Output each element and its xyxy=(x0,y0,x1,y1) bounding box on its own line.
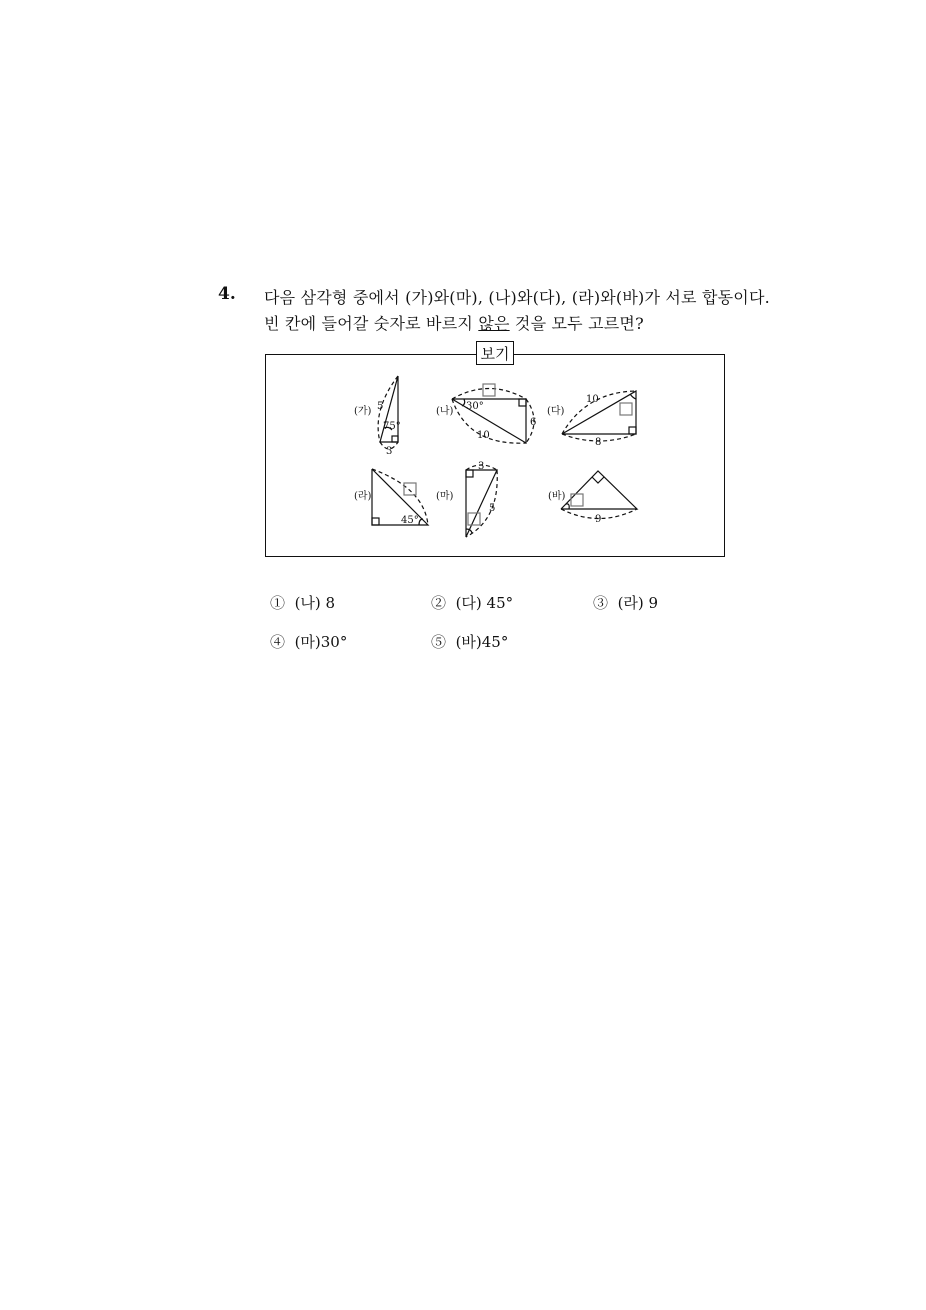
choice-4[interactable] xyxy=(270,631,347,652)
choice-text: (다) 45° xyxy=(455,594,514,612)
underlined-keyword: 않은 xyxy=(478,314,510,333)
figure-label: (가) xyxy=(354,406,372,417)
question-text-part: 것을 모두 고르면? xyxy=(509,314,644,333)
triangle-ga xyxy=(378,376,398,449)
choice-mark: ⑤ xyxy=(431,633,447,651)
choice-text: (마)30° xyxy=(294,633,348,651)
triangle-ma xyxy=(466,465,497,537)
figure-label: (나) xyxy=(436,406,454,417)
side-label: 6 xyxy=(530,417,537,428)
angle-label: 75° xyxy=(383,421,401,432)
choice-1[interactable] xyxy=(270,592,335,613)
side-label: 5 xyxy=(377,401,384,412)
figure-label: (라) xyxy=(354,491,372,502)
side-label: 5 xyxy=(489,503,496,514)
figure-label: (다) xyxy=(547,406,565,417)
choice-text: (바)45° xyxy=(455,633,509,651)
choice-mark: ④ xyxy=(270,633,286,651)
side-label: 3 xyxy=(386,446,393,457)
choice-text: (라) 9 xyxy=(617,594,659,612)
angle-label: 30° xyxy=(466,401,484,412)
side-label: 10 xyxy=(586,394,599,405)
side-label: 3 xyxy=(478,461,485,472)
figure-label: (바) xyxy=(548,491,566,502)
choice-5[interactable] xyxy=(431,631,508,652)
triangle-ba xyxy=(561,471,637,519)
question-text-line-1: 다음 삼각형 중에서 (가)와(마), (나)와(다), (라)와(바)가 서로 합동이다. xyxy=(264,288,770,307)
triangle-na xyxy=(452,384,537,443)
triangle-ra xyxy=(372,469,428,525)
example-box-title: 보기 xyxy=(476,341,514,365)
side-label: 9 xyxy=(595,514,602,525)
triangle-da xyxy=(562,391,636,441)
choice-mark: ③ xyxy=(593,594,609,612)
choice-2[interactable] xyxy=(431,592,513,613)
figure-label: (마) xyxy=(436,491,454,502)
choice-text: (나) 8 xyxy=(294,594,336,612)
choice-3[interactable] xyxy=(593,592,658,613)
side-label: 10 xyxy=(477,430,490,441)
choice-mark: ① xyxy=(270,594,286,612)
choice-mark: ② xyxy=(431,594,447,612)
side-label: 8 xyxy=(595,437,602,448)
angle-label: 45° xyxy=(401,515,419,526)
question-number: 4. xyxy=(218,284,236,304)
question-text-part: 빈 칸에 들어갈 숫자로 바르지 xyxy=(264,314,479,333)
